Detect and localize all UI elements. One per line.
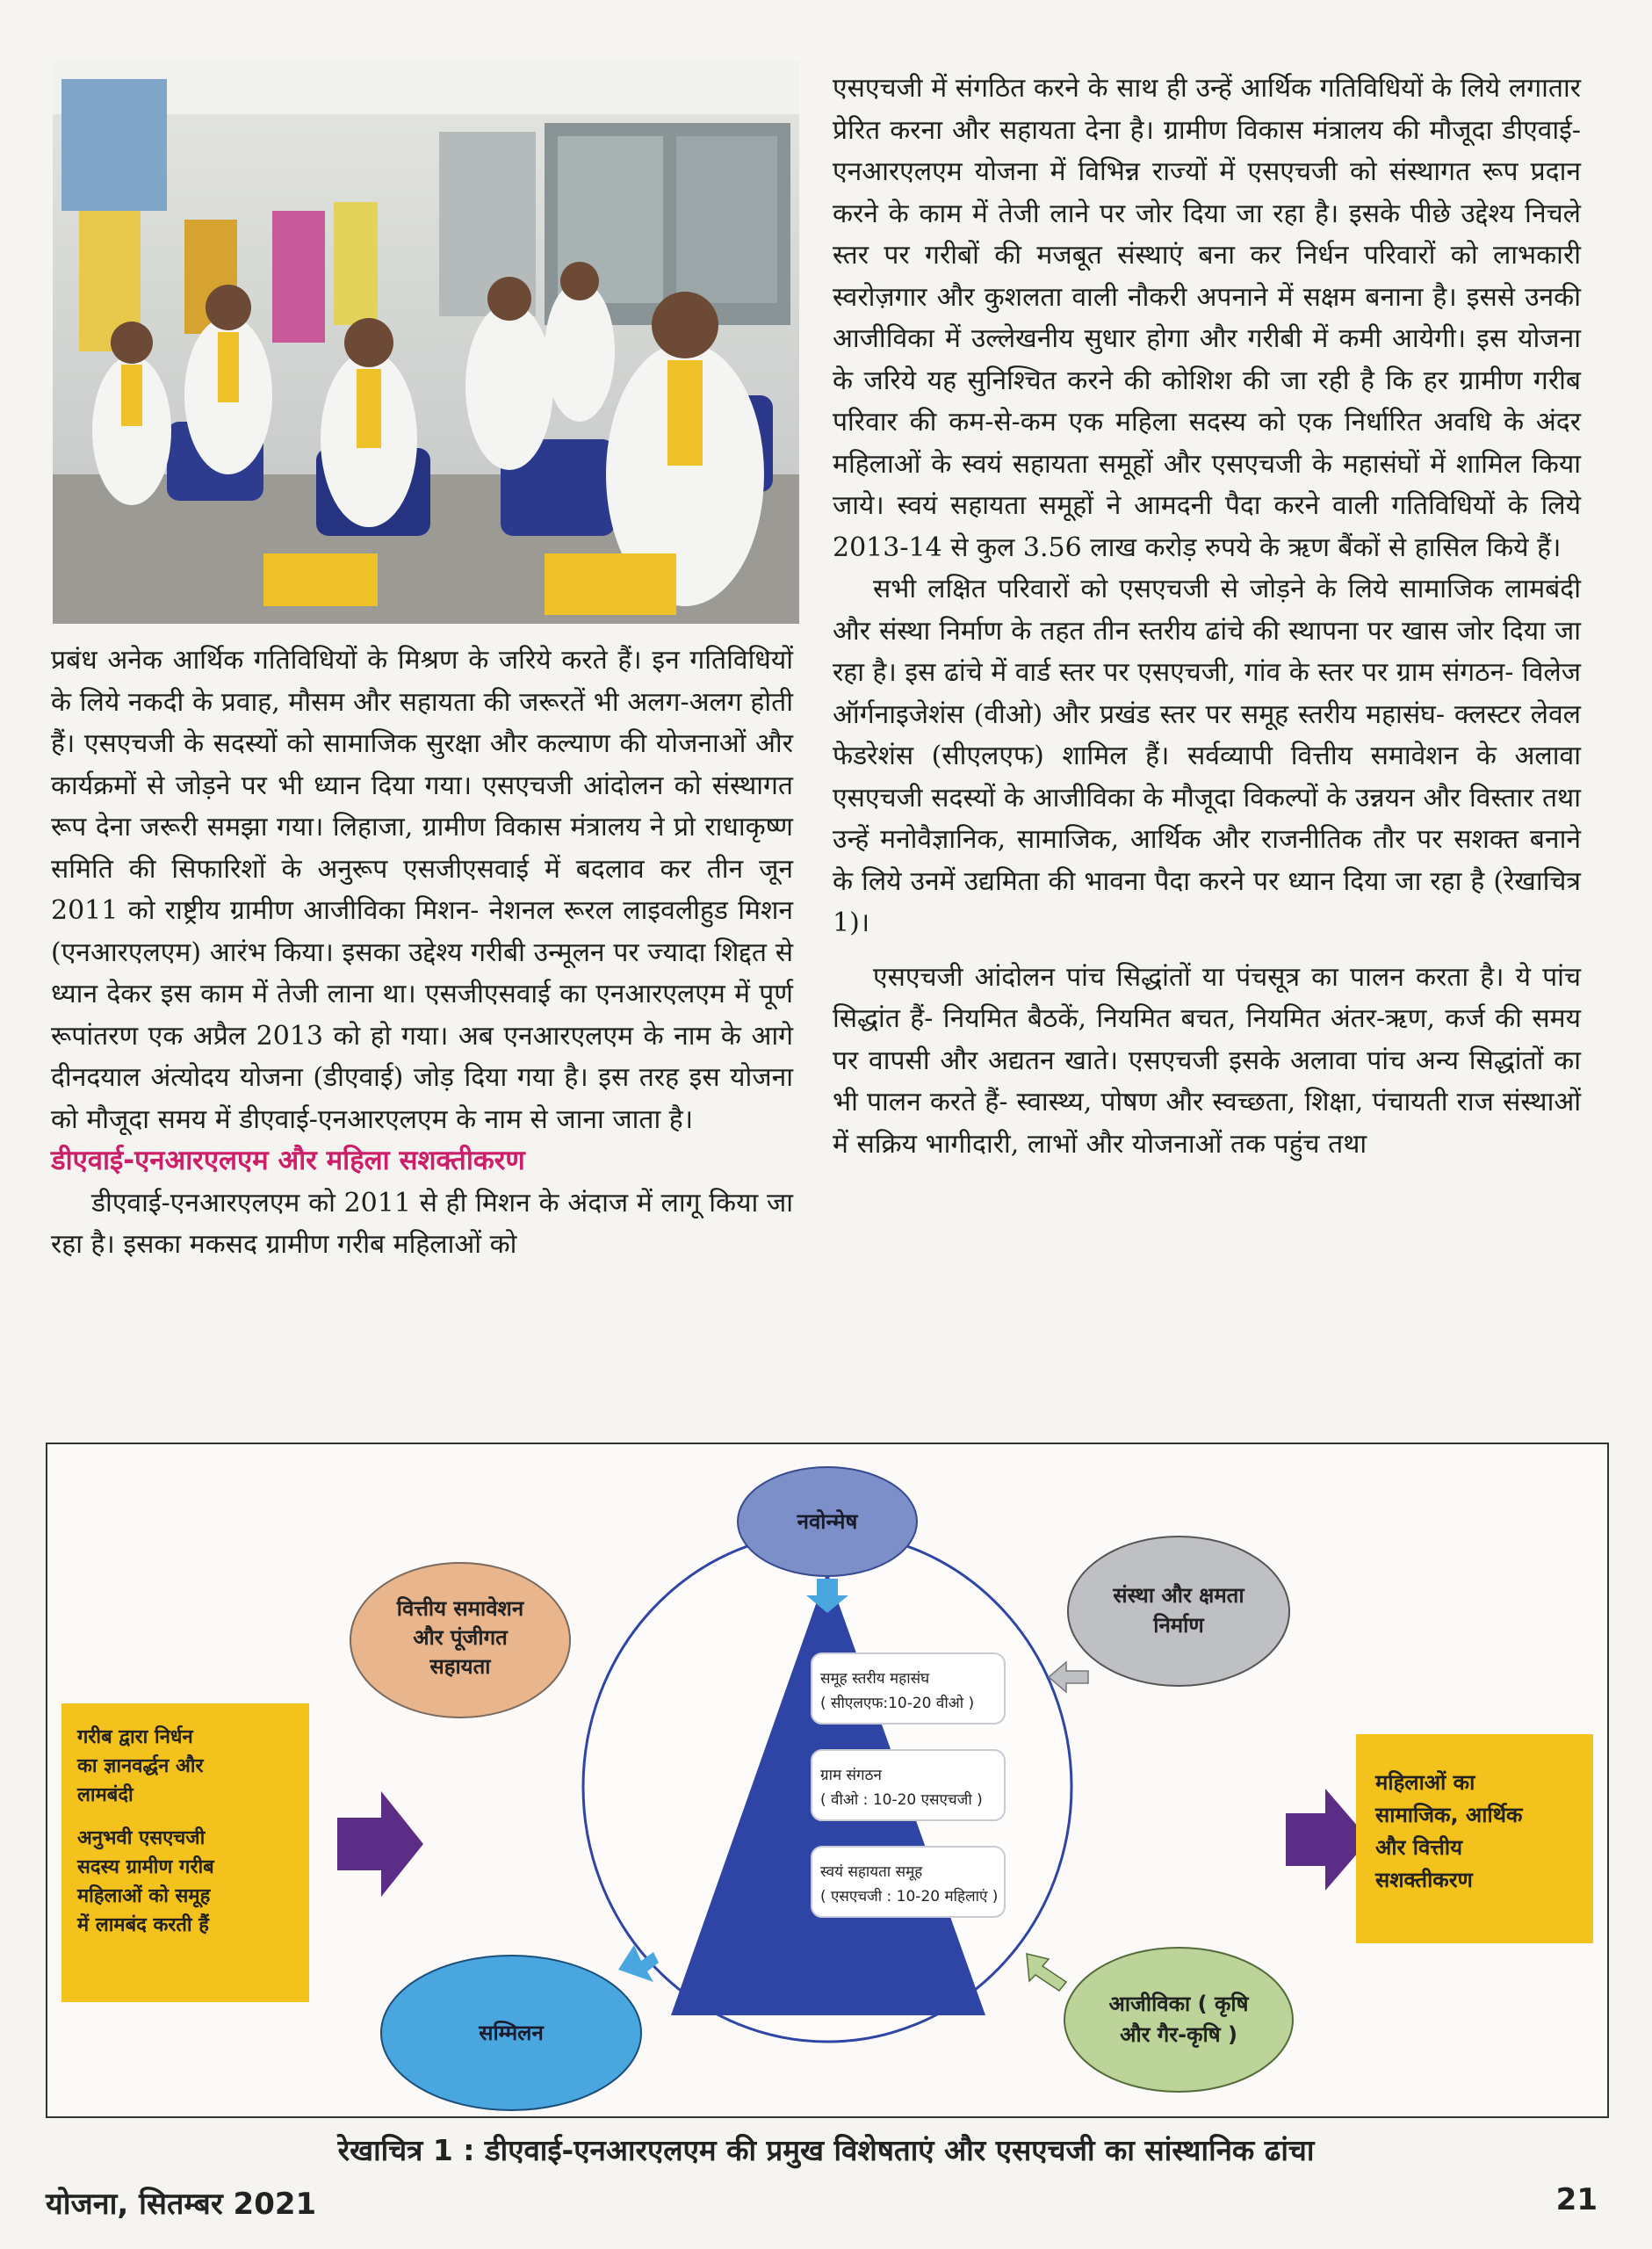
right-arrow-icon-left bbox=[337, 1791, 423, 1897]
right-paragraph-1: एसएचजी में संगठित करने के साथ ही उन्हें आर्थिक गतिविधियों के लिये लगातार प्रेरित करना और सहायता देना है। ग्रामीण विकास मंत्रालय की मौजूदा डीएवाई-एनआरएलएम योजना में विभिन्न राज्यों में एसएचजी को संस्थागत रूप प्रदान करने के काम में तेजी लाने पर जोर दिया जा रहा है। इसके पीछे उद्देश्य निचले स्तर पर गरीबों की मजबूत संस्थाएं बना कर निर्धन परिवारों को लाभकारी स्वरोज़गार और कुशलता वाली नौकरी अपनाने में सक्षम बनाना है। इससे उनकी आजीविका में उल्लेखनीय सुधार होगा और गरीबी में कमी आयेगी। इस योजना के जरिये यह सुनिश्चित करने की कोशिश की जा रही है कि हर ग्रामीण गरीब परिवार की कम-से-कम एक महिला सदस्य को एक निर्धारित अवधि के अंदर महिलाओं के स्वयं सहायता समूहों और एसएचजी के महासंघों में शामिल किया जाये। स्वयं सहायता समूहों ने आमदनी पैदा करने वाली गतिविधियों के लिये 2013-14 से कुल 3.56 लाख करोड़ रुपये के ऋण बैंकों से हासिल किये हैं। bbox=[833, 73, 1581, 563]
tier2-title: ग्राम संगठन bbox=[820, 1767, 882, 1784]
institution-line2: निर्माण bbox=[1153, 1613, 1204, 1638]
figure-caption: रेखाचित्र 1 : डीएवाई-एनआरएलएम की प्रमुख विशेषताएं और एसएचजी का सांस्थानिक ढांचा bbox=[337, 2133, 1315, 2167]
financial-line2: और पूंजीगत bbox=[413, 1625, 508, 1650]
tier1-title: समूह स्तरीय महासंघ bbox=[820, 1670, 930, 1688]
section-subheading: डीएवाई-एनआरएलएम और महिला सशक्तीकरण bbox=[51, 1145, 525, 1176]
livelihood-line2: और गैर-कृषि ) bbox=[1120, 2022, 1237, 2047]
right-box-text-1: महिलाओं का bbox=[1375, 1770, 1475, 1795]
left-box-text-3: लामबंदी bbox=[77, 1784, 133, 1806]
tier3-sub: ( एसएचजी : 10-20 महिलाएं ) bbox=[820, 1888, 999, 1906]
innovation-label: नवोन्मेष bbox=[797, 1509, 858, 1534]
left-arrow-icon bbox=[1049, 1662, 1088, 1692]
classroom-photo bbox=[53, 61, 799, 624]
tier2-sub: ( वीओ : 10-20 एसएचजी ) bbox=[820, 1791, 983, 1809]
page-number: 21 bbox=[1555, 2182, 1598, 2217]
institution-line1: संस्था और क्षमता bbox=[1113, 1583, 1244, 1608]
financial-line1: वित्तीय समावेशन bbox=[396, 1596, 524, 1621]
right-paragraph-3: एसएचजी आंदोलन पांच सिद्धांतों या पंचसूत्र का पालन करता है। ये पांच सिद्धांत हैं- नियमित बैठकें, नियमित बचत, नियमित अंतर-ऋण, कर्ज की समय पर वापसी और अद्यतन खाते। एसएचजी इसके अलावा पांच अन्य सिद्धांतों का भी पालन करते हैं- स्वास्थ्य, पोषण और स्वच्छता, शिक्षा, पंचायती राज संस्थाओं में सक्रिय भागीदारी, लाभों और योजनाओं तक पहुंच तथा bbox=[833, 961, 1581, 1160]
left-paragraph-1: प्रबंध अनेक आर्थिक गतिविधियों के मिश्रण के जरिये करते हैं। इन गतिविधियों के लिये नकदी के प्रवाह, मौसम और सहायता की जरूरतें भी अलग-अलग होती हैं। एसएचजी के सदस्यों को सामाजिक सुरक्षा और कल्याण की योजनाओं और कार्यक्रमों से जोड़ने पर भी ध्यान दिया गया। एसएचजी आंदोलन को संस्थागत रूप देना जरूरी समझा गया। लिहाजा, ग्रामीण विकास मंत्रालय ने प्रो राधाकृष्ण समिति की सिफारिशों के अनुरूप एसजीएसवाई में बदलाव कर तीन जून 2011 को राष्ट्रीय ग्रामीण आजीविका मिशन- नेशनल रूरल लाइवलीहुड मिशन (एनआरएलएम) आरंभ किया। इसका उद्देश्य गरीबी उन्मूलन पर ज्यादा शिद्दत से ध्यान देकर इस काम में तेजी लाना था। एसजीएसवाई का एनआरएलएम में पूर्ण रूपांतरण एक अप्रैल 2013 को हो गया। अब एनआरएलएम के नाम के आगे दीनदयाल अंत्योदय योजना (डीएवाई) जोड़ दिया गया है। इस तरह इस योजना को मौजूदा समय में डीएवाई-एनआरएलएम के नाम से जाना जाता है। bbox=[51, 645, 793, 1135]
convergence-label: सम्मिलन bbox=[479, 2021, 544, 2045]
left-box-text-1: गरीब द्वारा निर्धन bbox=[77, 1726, 193, 1748]
tier1-sub: ( सीएलएफ:10-20 वीओ ) bbox=[820, 1695, 975, 1712]
left-box-text-5: सदस्य ग्रामीण गरीब bbox=[77, 1856, 214, 1878]
right-box-text-2: सामाजिक, आर्थिक bbox=[1375, 1803, 1523, 1827]
tier3-title: स्वयं सहायता समूह bbox=[820, 1863, 923, 1881]
right-column bbox=[833, 68, 1581, 1165]
right-box-text-3: और वित्तीय bbox=[1375, 1835, 1463, 1860]
right-paragraph-2: सभी लक्षित परिवारों को एसएचजी से जोड़ने के लिये सामाजिक लामबंदी और संस्था निर्माण के तहत तीन स्तरीय ढांचे की स्थापना पर खास जोर दिया जा रहा है। इस ढांचे में वार्ड स्तर पर एसएचजी, गांव के स्तर पर ग्राम संगठन- विलेज ऑर्गनाइजेशंस (वीओ) और प्रखंड स्तर पर समूह स्तरीय महासंघ- क्लस्टर लेवल फेडरेशंस (सीएलएफ) शामिल हैं। सर्वव्यापी वित्तीय समावेशन के अलावा एसएचजी सदस्यों के आजीविका के मौजूदा विकल्पों के उन्नयन और विस्तार तथा उन्हें मनोवैज्ञानिक, सामाजिक, आर्थिक और राजनीतिक तौर पर सशक्त बनाने के लिये उनमें उद्यमिता की भावना पैदा करने पर ध्यान दिया जा रहा है (रेखाचित्र 1)। bbox=[833, 574, 1581, 938]
livelihood-bubble bbox=[1064, 1948, 1293, 2092]
left-paragraph-2: डीएवाई-एनआरएलएम को 2011 से ही मिशन के अंदाज में लागू किया जा रहा है। इसका मकसद ग्रामीण गरीब महिलाओं को bbox=[51, 1187, 793, 1260]
up-left-arrow-icon bbox=[1027, 1954, 1066, 1991]
left-box-text-4: अनुभवी एसएचजी bbox=[77, 1827, 206, 1849]
footer-magazine: योजना, सितम्बर 2021 bbox=[46, 2187, 317, 2222]
left-box-text-6: महिलाओं को समूह bbox=[77, 1885, 211, 1907]
left-box-text-2: का ज्ञानवर्द्धन और bbox=[77, 1755, 204, 1777]
institution-bubble bbox=[1068, 1537, 1289, 1686]
financial-line3: सहायता bbox=[429, 1654, 491, 1679]
left-box-text-7: में लामबंद करती हैं bbox=[77, 1914, 209, 1936]
figure-diagram bbox=[46, 1443, 1609, 2118]
livelihood-line1: आजीविका ( कृषि bbox=[1108, 1992, 1249, 2016]
left-yellow-box bbox=[61, 1703, 309, 2002]
right-box-text-4: सशक्तीकरण bbox=[1375, 1868, 1473, 1892]
left-column bbox=[51, 640, 793, 1266]
